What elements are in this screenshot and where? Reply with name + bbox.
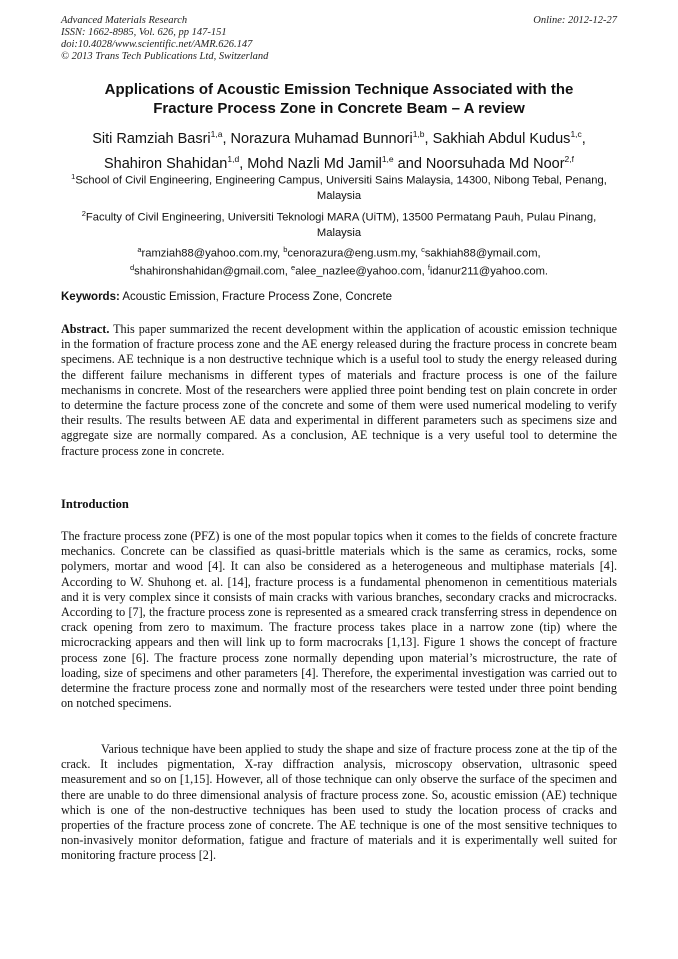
author-separator: and — [393, 155, 426, 172]
introduction-paragraph-1: The fracture process zone (PFZ) is one of the most popular topics when it comes to the fields of concrete fracture mechanics. Concrete can be classified as quasi-brittle materials which is the same as ceramics, rocks, some polymers, mortar and wood [4]. It can also be considered as a heterogeneous and multiphase materials [4]. According to W. Shuhong et. al. [14], fracture process is a fundamental phenomenon in cementitious materials and it is very complex since it consists of main cracks with various branches, secondary cracks and microcracks. According to [7], the fracture process zone is represented as a smeared crack transferring stress in dependence on crack opening from zero to maximum. The fracture process takes place in a narrow zone (tip) where the microcracking appears and then will link up to form macrocraks [1,13]. Figure 1 shows the concept of fracture process zone [6]. The fracture process zone normally depending upon material’s microstructure, the rate of loading, size of specimens and other parameters [4]. Therefore, the experimental investigation was carried out to determine the fracture process zone and normally most of the researchers were tested under three point bending on notched specimens. — [61, 529, 617, 711]
affiliation-text: Faculty of Civil Engineering, Universiti Teknologi MARA (UiTM), 13500 Permatang Pauh, Pulau Pinang, Malaysia — [85, 211, 597, 239]
online-date: Online: 2012-12-27 — [533, 15, 617, 26]
section-heading-introduction: Introduction — [61, 497, 129, 511]
affiliation-2 — [61, 206, 617, 241]
author-emails — [61, 243, 617, 278]
paper-title — [61, 80, 617, 118]
email-mark: c — [421, 245, 425, 254]
author-affiliation-mark: 1,b — [412, 129, 425, 139]
affiliation-1 — [61, 169, 617, 204]
author-name: Mohd Nazli Md Jamil — [247, 155, 382, 172]
paper-title-line2: Fracture Process Zone in Concrete Beam – A review — [153, 100, 525, 117]
paper-title-line1: Applications of Acoustic Emission Technique Associated with the — [104, 81, 574, 98]
author-affiliation-mark: 1,a — [210, 129, 223, 139]
author-name: Noorsuhada Md Noor — [425, 155, 565, 172]
email-mark: b — [283, 245, 288, 254]
email-mark: f — [427, 262, 430, 272]
author-name: Siti Ramziah Basri — [92, 130, 211, 147]
author-name: Norazura Muhamad Bunnori — [230, 130, 413, 147]
abstract-label: Abstract. — [61, 322, 110, 336]
email-mark: e — [291, 262, 296, 272]
email-address[interactable]: alee_nazlee@yahoo.com, — [295, 265, 428, 278]
author-name: Shahiron Shahidan — [104, 155, 228, 172]
email-address[interactable]: ramziah88@yahoo.com.my, — [141, 247, 284, 260]
author-separator: , — [239, 155, 248, 172]
affiliation-text: School of Civil Engineering, Engineering Campus, Universiti Sains Malaysia, 14300, Nibong Tebal, Penang, Malaysia — [75, 174, 607, 202]
affiliation-mark: 1 — [71, 172, 76, 181]
journal-header — [61, 15, 617, 63]
author-affiliation-mark: 2,f — [564, 153, 574, 164]
keywords-text: Acoustic Emission, Fracture Process Zone, Concrete — [119, 291, 393, 303]
journal-copyright: © 2013 Trans Tech Publications Ltd, Switzerland — [61, 51, 269, 62]
abstract-text: This paper summarized the recent development within the application of acoustic emission technique in the formation of fracture process zone and the AE energy released during the fracture process in concrete beam specimens. AE technique is a non destructive technique which is a useful tool to study the energy released during the different failure mechanisms in different types of materials and fracture process is one of the failure mechanisms in concrete. Most of the researchers were applied three point bending test on plain concrete in order to determine the facture process zone of the concrete and some of them were used numerical modeling to verify their results. The results between AE data and experimental in different parameters such as specimens size and aggregate size are normally compared. As a conclusion, AE technique is a very useful tool to determine the fracture process zone in concrete. — [61, 322, 617, 458]
author-separator: , — [581, 130, 586, 147]
journal-name: Advanced Materials Research — [61, 15, 188, 26]
author-affiliation-mark: 1,d — [227, 153, 240, 164]
author-separator: , — [222, 130, 231, 147]
email-mark: d — [129, 262, 135, 272]
author-name: Sakhiah Abdul Kudus — [432, 130, 571, 147]
introduction-paragraph-2: Various technique have been applied to study the shape and size of fracture process zone at the tip of the crack. It includes pigmentation, X-ray diffraction analysis, microscopy observation, ultrasonic speed measurement and so on [1,15]. However, all of those technique can only observe the surface of the specimen and there are unable to do three dimensional analysis of fracture process zone. So, acoustic emission (AE) technique which is one of the non-destructive techniques has been used to study the location process of cracks and properties of the fracture process zone of concrete. The AE technique is one of the most sensitive techniques to non-invasively monitor deformation, fatigue and fracture of materials and it is experimentally well suited for monitoring fracture process [2]. — [61, 742, 617, 863]
author-affiliation-mark: 1,c — [570, 129, 582, 139]
keywords-label: Keywords: — [61, 291, 120, 303]
email-address[interactable]: sakhiah88@ymail.com, — [424, 247, 541, 260]
email-address[interactable]: shahironshahidan@gmail.com, — [134, 265, 292, 278]
email-address[interactable]: idanur211@yahoo.com. — [429, 265, 549, 278]
journal-doi: doi:10.4028/www.scientific.net/AMR.626.147 — [61, 39, 253, 50]
email-address[interactable]: cenorazura@eng.usm.my, — [287, 247, 422, 260]
affiliation-mark: 2 — [81, 209, 86, 218]
keywords — [61, 290, 617, 305]
journal-issn: ISSN: 1662-8985, Vol. 626, pp 147-151 — [61, 27, 227, 38]
author-separator: , — [424, 130, 433, 147]
abstract — [61, 322, 617, 459]
author-list — [56, 124, 622, 174]
email-mark: a — [137, 245, 142, 254]
author-affiliation-mark: 1,e — [381, 153, 394, 164]
